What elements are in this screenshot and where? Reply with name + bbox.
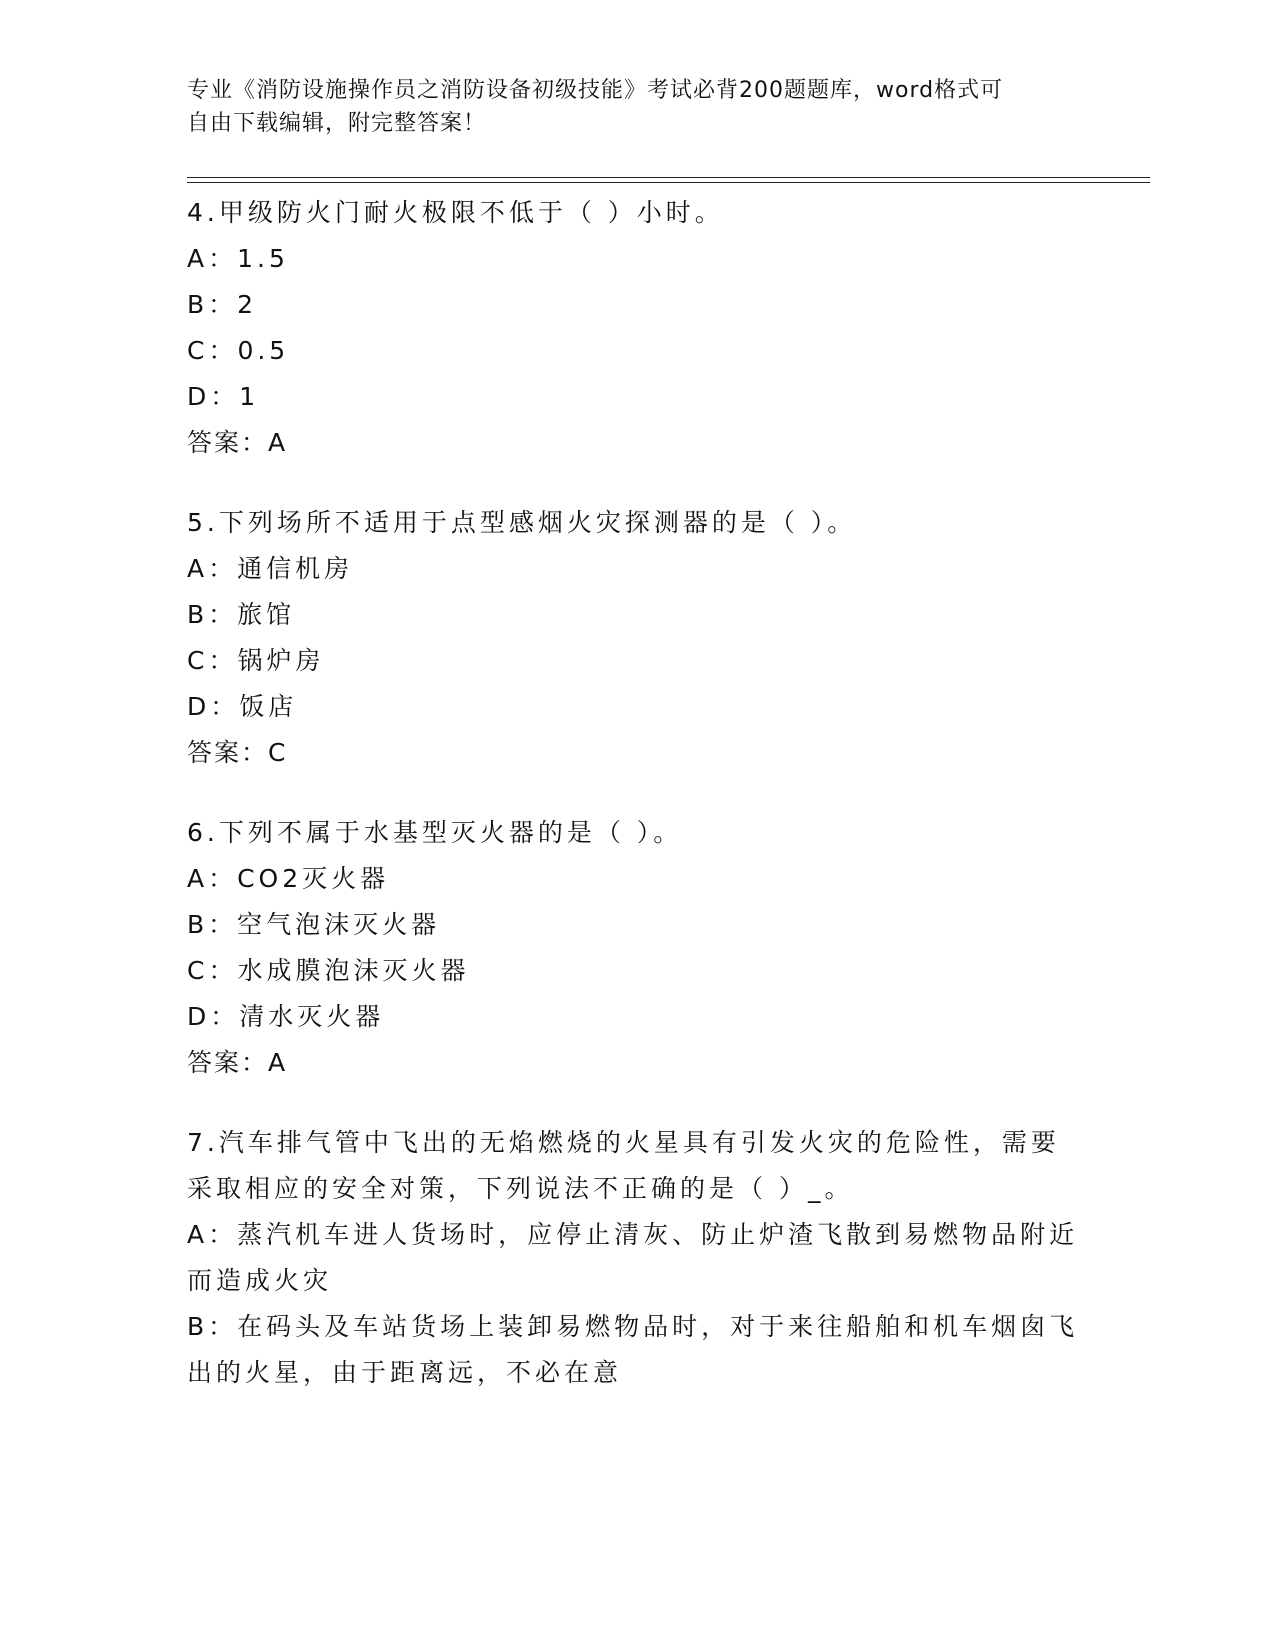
question-stem: 5.下列场所不适用于点型感烟火灾探测器的是（ ）。 bbox=[187, 508, 857, 537]
option-c: C：0.5 bbox=[187, 336, 290, 365]
option-b: B：空气泡沫灭火器 bbox=[187, 910, 441, 939]
document-header bbox=[187, 74, 1087, 140]
option-a: A：CO2灭火器 bbox=[187, 864, 390, 893]
option-d: D：饭店 bbox=[187, 692, 298, 721]
question-stem-line-1: 7.汽车排气管中飞出的无焰燃烧的火星具有引发火灾的危险性，需要 bbox=[187, 1128, 1060, 1157]
question-stem-line-2: 采取相应的安全对策，下列说法不正确的是（ ）_。 bbox=[187, 1174, 854, 1203]
option-d: D：清水灭火器 bbox=[187, 1002, 385, 1031]
question-6 bbox=[187, 810, 1087, 1086]
option-b: B：2 bbox=[187, 290, 258, 319]
option-a-line-2: 而造成火灾 bbox=[187, 1266, 333, 1295]
option-d: D：1 bbox=[187, 382, 260, 411]
question-7 bbox=[187, 1120, 1087, 1396]
question-4 bbox=[187, 190, 1087, 466]
question-stem: 6.下列不属于水基型灭火器的是（ ）。 bbox=[187, 818, 683, 847]
option-b-line-1: B：在码头及车站货场上装卸易燃物品时，对于来往船舶和机车烟囱飞 bbox=[187, 1312, 1079, 1341]
option-a: A：通信机房 bbox=[187, 554, 354, 583]
question-list bbox=[187, 190, 1087, 1430]
option-b: B：旅馆 bbox=[187, 600, 296, 629]
option-b-line-2: 出的火星，由于距离远，不必在意 bbox=[187, 1358, 623, 1387]
header-divider-bottom bbox=[187, 182, 1150, 183]
header-line-2: 自由下载编辑，附完整答案！ bbox=[187, 111, 487, 136]
header-divider-top bbox=[187, 177, 1150, 178]
option-c: C：水成膜泡沫灭火器 bbox=[187, 956, 470, 985]
question-5 bbox=[187, 500, 1087, 776]
question-stem: 4.甲级防火门耐火极限不低于（ ）小时。 bbox=[187, 198, 724, 227]
answer: 答案：A bbox=[187, 428, 288, 457]
answer: 答案：A bbox=[187, 1048, 288, 1077]
option-c: C：锅炉房 bbox=[187, 646, 325, 675]
header-line-1: 专业《消防设施操作员之消防设备初级技能》考试必背200题题库，word格式可 bbox=[187, 78, 1004, 103]
answer: 答案：C bbox=[187, 738, 288, 767]
option-a: A：1.5 bbox=[187, 244, 289, 273]
option-a-line-1: A：蒸汽机车进人货场时，应停止清灰、防止炉渣飞散到易燃物品附近 bbox=[187, 1220, 1079, 1249]
